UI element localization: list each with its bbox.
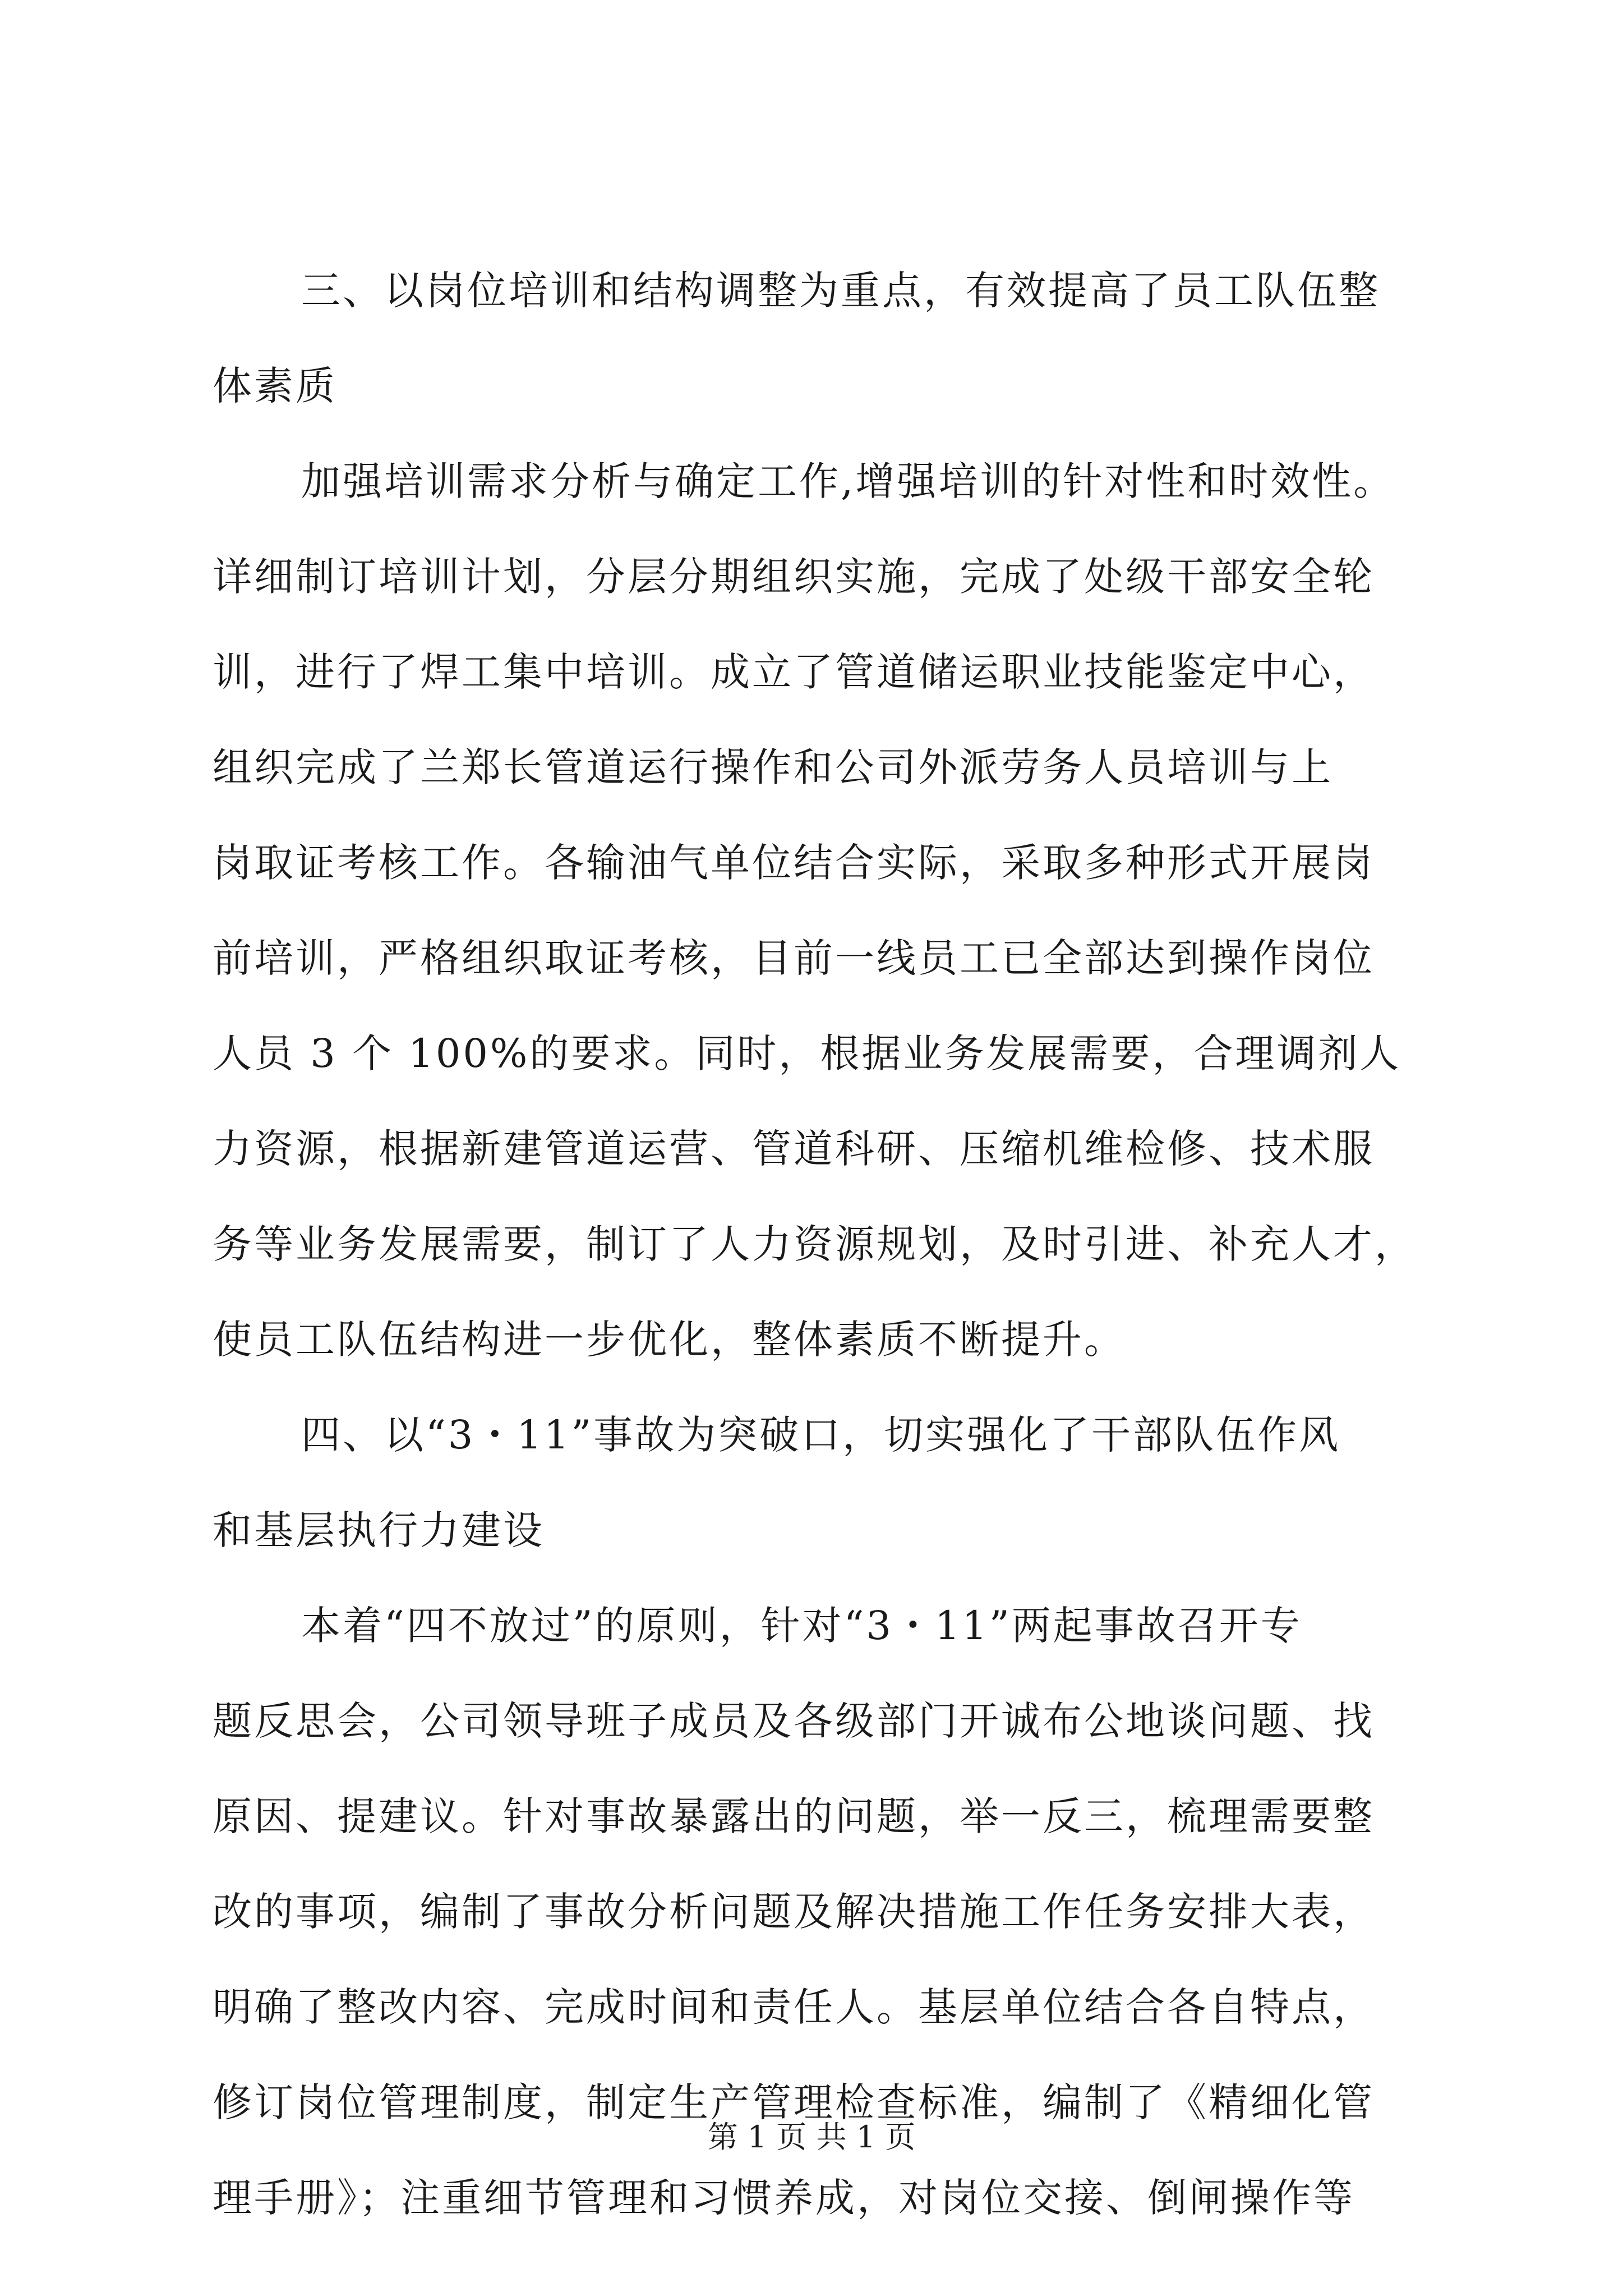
paragraph-line: 力资源，根据新建管道运营、管道科研、压缩机维检修、技术服 xyxy=(213,1126,1375,1172)
paragraph-line: 原因、提建议。针对事故暴露出的问题，举一反三，梳理需要整 xyxy=(213,1793,1375,1839)
paragraph-line: 前培训，严格组织取证考核，目前一线员工已全部达到操作岗位 xyxy=(213,935,1375,981)
paragraph-line: 本着“四不放过”的原则，针对“3・11”两起事故召开专 xyxy=(301,1603,1302,1649)
paragraph-line: 理手册》；注重细节管理和习惯养成，对岗位交接、倒闸操作等 xyxy=(213,2175,1355,2221)
heading-section-3-line-1: 三、以岗位培训和结构调整为重点，有效提高了员工队伍整 xyxy=(301,268,1380,314)
paragraph-line: 题反思会，公司领导班子成员及各级部门开诚布公地谈问题、找 xyxy=(213,1698,1375,1744)
paragraph-line: 修订岗位管理制度，制定生产管理检查标准，编制了《精细化管 xyxy=(213,2079,1375,2125)
paragraph-line: 详细制订培训计划，分层分期组织实施，完成了处级干部安全轮 xyxy=(213,554,1375,600)
heading-section-4-line-2: 和基层执行力建设 xyxy=(213,1507,545,1553)
paragraph-line: 使员工队伍结构进一步优化，整体素质不断提升。 xyxy=(213,1317,1126,1363)
paragraph-line: 改的事项，编制了事故分析问题及解决措施工作任务安排大表， xyxy=(213,1889,1375,1935)
paragraph-line: 训，进行了焊工集中培训。成立了管道储运职业技能鉴定中心， xyxy=(213,649,1375,695)
paragraph-line: 岗取证考核工作。各输油气单位结合实际，采取多种形式开展岗 xyxy=(213,840,1375,886)
page-number-label: 第 1 页 共 1 页 xyxy=(707,2119,916,2155)
paragraph-line: 加强培训需求分析与确定工作,增强培训的针对性和时效性。 xyxy=(301,458,1395,504)
page-footer xyxy=(0,2115,1623,2160)
paragraph-line: 明确了整改内容、完成时间和责任人。基层单位结合各自特点， xyxy=(213,1984,1375,2030)
paragraph-line: 人员 3 个 100%的要求。同时，根据业务发展需要，合理调剂人 xyxy=(213,1030,1401,1076)
paragraph-line: 组织完成了兰郑长管道运行操作和公司外派劳务人员培训与上 xyxy=(213,744,1333,790)
heading-section-3-line-2: 体素质 xyxy=(213,363,337,409)
heading-section-4-line-1: 四、以“3・11”事故为突破口，切实强化了干部队伍作风 xyxy=(301,1412,1341,1458)
paragraph-line: 务等业务发展需要，制订了人力资源规划，及时引进、补充人才， xyxy=(213,1221,1416,1267)
